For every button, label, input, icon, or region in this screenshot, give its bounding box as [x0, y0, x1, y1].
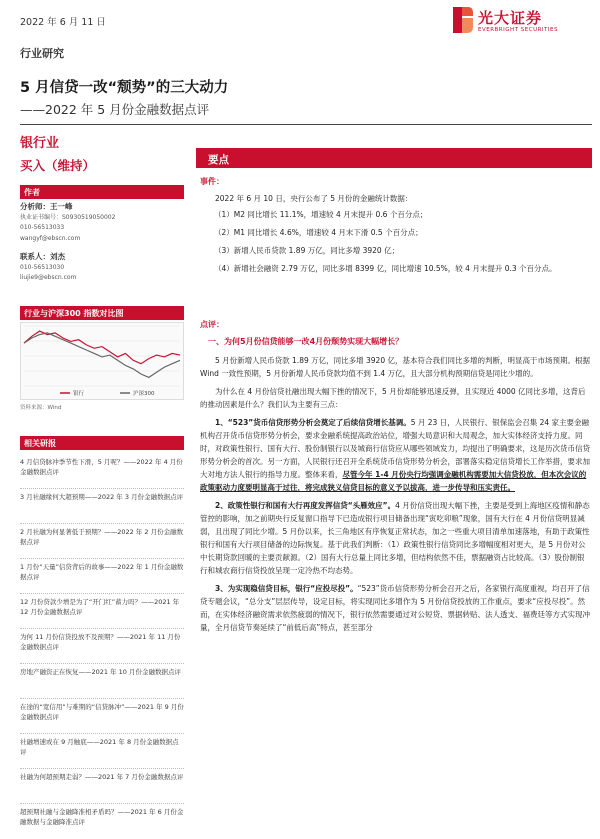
related-report-item[interactable]: 为何 11 月份信贷投放不及预期？——2021 年 11 月份金融数据点评 [20, 629, 184, 664]
chart-source: 资料来源：Wind [20, 405, 62, 411]
index-comparison-chart [20, 322, 184, 400]
related-reports-list [20, 454, 184, 839]
authors-header: 作者 [20, 185, 184, 199]
analyst-cert: 执业证书编号：S0930519050002 [20, 213, 116, 221]
related-report-item[interactable]: 房地产融资正在恢复——2021 年 10 月份金融数据点评 [20, 664, 184, 699]
paragraph-point-3 [200, 582, 592, 634]
contact-email[interactable]: liujie9@ebscn.com [20, 274, 77, 281]
report-subtitle: ——2022 年 5 月份金融数据点评 [20, 102, 210, 117]
sector-name: 银行业 [20, 136, 60, 151]
related-reports-header: 相关研报 [20, 436, 184, 450]
event-label: 事件： [200, 177, 224, 186]
question-heading: 一、为何5月份信贷能够一改4月份颓势实现大幅增长？ [208, 337, 404, 346]
event-item: （2）M1 同比增长 4.6%，增速较 4 月末下滑 0.5 个百分点； [214, 228, 423, 237]
report-title: 5 月信贷一改“颓势”的三大动力 [20, 80, 229, 96]
related-report-item[interactable]: 社融为何超预期走弱？——2021 年 7 月份金融数据点评 [20, 769, 184, 804]
contact-phone: 010-56513030 [20, 263, 65, 271]
brand-name-en: EVERBRIGHT SECURITIES [478, 27, 558, 33]
point-2-body: 4 月份信贷出现大幅下挫，主要是受到上海地区疫情和静态管控的影响，加之前期央行反复窗口指导下已造成银行项目储备出现“寅吃卯粮”现象，国有大行在 4 月份信贷明显减弱，且出现了同比少增。5 月份以来，长三角地区有序恢复正常状态，加之一些重大项目清单加速落地，有助于政策性银行和国有大行项目储备的边际恢复。基于此我们判断：（1）政策性银行信贷同比多增幅度相对更大，是 5 月份对公中长期贷款回暖的主要贡献源。（2）国有大行总量上同比多增，但结构依然不佳，票据融资占比较高。（3）股份制银行和城农商行信贷投放呈现一定冷热不均态势。 [200, 501, 590, 575]
paragraph-point-2 [200, 499, 592, 577]
report-date: 2022 年 6 月 11 日 [20, 17, 106, 28]
brand-mark-icon [452, 6, 474, 34]
point-3-heading: 3、为实现稳信贷目标，银行“应投尽投”。 [215, 584, 358, 593]
point-1-emphasis: 尽管今年 1-4 月份央行均强调金融机构需要加大信贷投放，但本次会议的政策驱动力度要明显高于过往，将完成狭义信贷目标的意义予以拔高，进一步传导和压实责任。 [200, 470, 587, 492]
related-report-item[interactable]: 4 月信贷脉冲季节性下滑，5 月呢？——2022 年 4 月份金融数据点评 [20, 454, 184, 489]
event-section [200, 175, 592, 275]
title-divider [20, 124, 592, 125]
related-report-item[interactable]: 2 月社融为何显著低于预期？——2022 年 2 月份金融数据点评 [20, 524, 184, 559]
point-3-body: “523”货币信贷形势分析会召开之后，各家银行高度重视，均召开了信贷专题会议，“总分支”层层传导，设定目标，将实现同比多增作为 5 月份信贷投放的工作重点，要求“应投尽投”。然而，在实体经济融资需求依然疲弱的情况下，银行依然需要通过对公短贷、票据转贴、法人透支、福费廷等方式实现冲量，全月信贷节奏延续了“前低后高”特点，甚至部分 [200, 584, 590, 632]
contact-name: 联系人：刘杰 [20, 252, 65, 261]
rating: 买入（维持） [20, 158, 96, 173]
related-report-item[interactable]: 社融增速或在 9 月触底——2021 年 8 月份金融数据点评 [20, 734, 184, 769]
analyst-phone: 010-56513033 [20, 224, 65, 231]
comment-label: 点评： [200, 320, 224, 329]
related-report-item[interactable]: 在途的“宽信用”与难期的“信贷脉冲”——2021 年 9 月份金融数据点评 [20, 699, 184, 734]
paragraph-point-1 [200, 416, 592, 494]
event-item: （4）新增社会融资 2.79 万亿，同比多增 8399 亿，同比增速 10.5%，较 4 月末提升 0.3 个百分点。 [214, 264, 557, 273]
paragraph: 5 月份新增人民币贷款 1.89 万亿，同比多增 3920 亿，基本符合我们同比多增的判断，明显高于市场预期。根据 Wind 一致性预期，5 月份新增人民币贷款均值不到 1.4 万亿，且大部分机构预期信贷是同比少增的。 [200, 356, 590, 378]
related-report-item[interactable]: 3 月社融缘何大超预期——2022 年 3 月份金融数据点评 [20, 489, 184, 524]
event-item: （3）新增人民币贷款 1.89 万亿，同比多增 3920 亿； [214, 246, 400, 255]
paragraph: 为什么在 4 月份信贷社融出现大幅下挫的情况下，5 月份却能够迅速反弹，且实现近 4000 亿同比多增，这背后的推动因素是什么？我们认为主要有三点： [200, 387, 586, 409]
analyst-name: 分析师：王一峰 [20, 202, 73, 211]
brand-name-cn: 光大证券 [478, 9, 543, 27]
point-1-body: 5 月 23 日，人民银行、银保监会召集 24 家主要金融机构召开货币信贷形势分析会，要求金融系统提高政治站位，增强大局意识和大局观念，加大实体经济支持力度。同时，对政策性银行、国有大行、股份制银行以及城商行信贷应从哪些领域发力，均提出了明确要求，这是历次货币信贷形势分析会的首次。另一方面，人民银行还召开全系统货币信贷形势分析会，部署落实稳定信贷增长工作举措，要求加大对地方法人银行的指导力度。整体来看， [200, 418, 590, 479]
analyst-email[interactable]: wangyf@ebscn.com [20, 234, 81, 242]
event-item: （1）M2 同比增长 11.1%，增速较 4 月末提升 0.6 个百分点； [214, 210, 428, 219]
chart-header: 行业与沪深300 指数对比图 [20, 306, 184, 320]
key-points-header [196, 148, 592, 168]
report-category: 行业研究 [20, 47, 64, 60]
chart-legend-label: 沪深300 [133, 391, 155, 397]
authors-block [20, 202, 184, 284]
key-points-label: 要点 [208, 154, 229, 166]
sector-rating [20, 132, 184, 174]
related-report-item[interactable]: 12 月份贷款少增是为了“开门红”蓄力吗？——2021 年 12 月份金融数据点评 [20, 594, 184, 629]
related-report-item[interactable]: 超预期社融与金融降准相矛盾吗？——2021 年 6 月份金融数据与金融降准点评 [20, 808, 184, 826]
chart-legend-label: 银行 [73, 391, 85, 397]
point-2-heading: 2、政策性银行和国有大行再度发挥信贷“头雁效应”。 [215, 501, 396, 510]
related-report-item[interactable]: 1 月份“天量”信贷背后的故事——2022 年 1 月份金融数据点评 [20, 559, 184, 594]
point-1-heading: 1、“523”货币信贷形势分析会奠定了后续信贷增长基调。 [215, 418, 411, 427]
event-intro: 2022 年 6 月 10 日，央行公布了 5 月份的金融统计数据： [215, 194, 413, 203]
brand-logo [452, 6, 592, 40]
comment-section [200, 318, 592, 634]
